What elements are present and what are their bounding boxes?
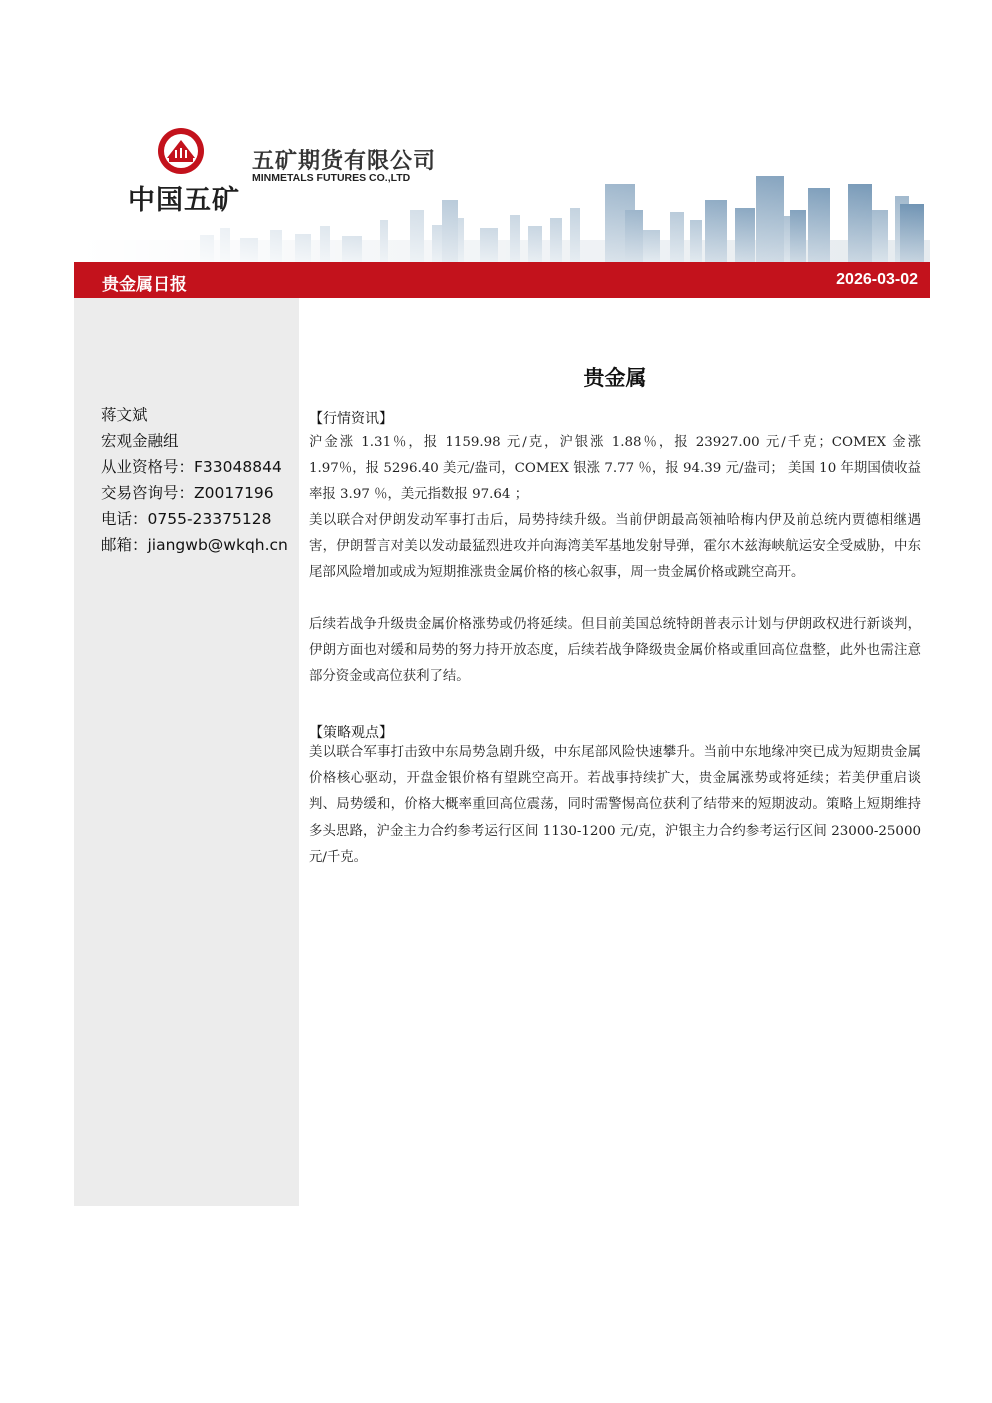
author-info [101,402,296,558]
company-name-cn: 五矿期货有限公司 [252,149,437,174]
minmetals-emblem-icon [156,126,206,176]
author-group: 宏观金融组 [101,432,179,450]
report-title-bar [74,262,930,298]
author-name: 蒋文斌 [101,406,148,424]
author-qualification: 从业资格号：F33048844 [101,458,282,476]
page-title: 贵金属 [583,366,647,390]
report-date: 2026-03-02 [836,271,918,288]
author-consult-number: 交易咨询号：Z0017196 [101,484,274,502]
author-sidebar [74,298,299,1206]
section-heading-market-news: 【行情资讯】 [309,411,393,427]
market-news-paragraph: 后续若战争升级贵金属价格涨势或仍将延续。但目前美国总统特朗普表示计划与伊朗政权进行新谈判，伊朗方面也对缓和局势的努力持开放态度，后续若战争降级贵金属价格或重回高位盘整，此外也需注意部分资金或高位获利了结。 [309,617,921,685]
section-heading-strategy: 【策略观点】 [309,725,393,741]
report-header [0,0,992,262]
company-name-en: MINMETALS FUTURES CO.,LTD [252,172,411,184]
report-type: 贵金属日报 [102,275,187,295]
market-news-paragraph: 美以联合对伊朗发动军事打击后，局势持续升级。当前伊朗最高领袖哈梅内伊及前总统内贾德相继遇害，伊朗誓言对美以发动最猛烈进攻并向海湾美军基地发射导弹，霍尔木兹海峡航运安全受威胁，中东尾部风险增加或成为短期推涨贵金属价格的核心叙事，周一贵金属价格或跳空高开。 [309,513,921,581]
author-phone: 电话：0755-23375128 [101,510,272,528]
author-email[interactable]: 邮箱：jiangwb@wkqh.cn [101,536,288,554]
minmetals-logo [128,126,248,216]
market-news-paragraph: 沪金涨 1.31％，报 1159.98 元/克，沪银涨 1.88％，报 23927.00 元/千克；COMEX 金涨 1.97％，报 5296.40 美元/盎司，COMEX 银涨 7.77 ％，报 94.39 元/盎司； 美国 10 年期国债收益率报 3.97 ％，美元指数报 97.64 ； [309,435,921,503]
logo-cn-text: 中国五矿 [128,185,240,216]
strategy-paragraph: 美以联合军事打击致中东局势急剧升级，中东尾部风险快速攀升。当前中东地缘冲突已成为短期贵金属价格核心驱动，开盘金银价格有望跳空高开。若战事持续扩大，贵金属涨势或将延续；若美伊重启谈判、局势缓和，价格大概率重回高位震荡，同时需警惕高位获利了结带来的短期波动。策略上短期维持多头思路，沪金主力合约参考运行区间 1130-1200 元/克，沪银主力合约参考运行区间 23000-25000 元/千克。 [309,745,921,865]
